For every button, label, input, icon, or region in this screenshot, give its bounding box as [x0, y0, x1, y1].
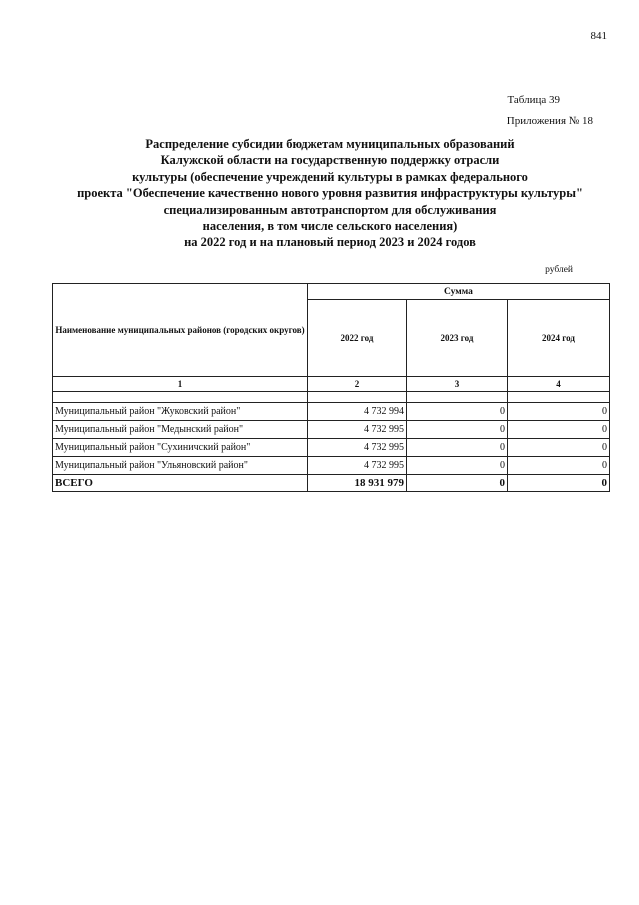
spacer-row [53, 392, 610, 403]
title-line: на 2022 год и на плановый период 2023 и 2024 годов [184, 235, 476, 250]
header-year-2023: 2023 год [407, 300, 508, 377]
appendix-label: Приложения № 18 [506, 115, 593, 127]
header-sum: Сумма [308, 284, 610, 300]
district-name: Муниципальный район "Ульяновский район" [53, 457, 308, 475]
subsidy-table [52, 283, 610, 492]
page-number: 841 [590, 30, 607, 42]
title-line: Распределение субсидии бюджетам муниципальных образований [145, 137, 515, 151]
unit-label: рублей [545, 265, 573, 275]
value-2024: 0 [508, 403, 610, 421]
table-row [53, 457, 610, 475]
document-title [30, 136, 630, 251]
column-number: 4 [508, 377, 610, 392]
value-2022: 4 732 995 [308, 457, 407, 475]
total-2023: 0 [407, 475, 508, 492]
table-row [53, 403, 610, 421]
total-row [53, 475, 610, 492]
value-2023: 0 [407, 439, 508, 457]
column-number: 1 [53, 377, 308, 392]
table-row [53, 439, 610, 457]
value-2024: 0 [508, 457, 610, 475]
total-label: ВСЕГО [53, 475, 308, 492]
value-2023: 0 [407, 457, 508, 475]
total-2022: 18 931 979 [308, 475, 407, 492]
value-2022: 4 732 995 [308, 439, 407, 457]
header-year-2022: 2022 год [308, 300, 407, 377]
district-name: Муниципальный район "Сухиничский район" [53, 439, 308, 457]
header-name-column: Наименование муниципальных районов (городских округов) [53, 284, 308, 377]
title-line: культуры (обеспечение учреждений культуры в рамках федерального [132, 169, 528, 184]
title-line: проекта "Обеспечение качественно нового уровня развития инфраструктуры культуры" [77, 186, 583, 201]
value-2023: 0 [407, 403, 508, 421]
title-line: специализированным автотранспортом для обслуживания [163, 202, 497, 217]
title-line: Калужской области на государственную поддержку отрасли [160, 153, 500, 168]
table-label: Таблица 39 [507, 94, 560, 106]
value-2024: 0 [508, 439, 610, 457]
title-line: населения, в том числе сельского населения) [202, 219, 458, 234]
total-2024: 0 [508, 475, 610, 492]
district-name: Муниципальный район "Жуковский район" [53, 403, 308, 421]
value-2022: 4 732 994 [308, 403, 407, 421]
column-number: 2 [308, 377, 407, 392]
value-2023: 0 [407, 421, 508, 439]
value-2024: 0 [508, 421, 610, 439]
district-name: Муниципальный район "Медынский район" [53, 421, 308, 439]
header-year-2024: 2024 год [508, 300, 610, 377]
table-row [53, 421, 610, 439]
value-2022: 4 732 995 [308, 421, 407, 439]
column-number: 3 [407, 377, 508, 392]
